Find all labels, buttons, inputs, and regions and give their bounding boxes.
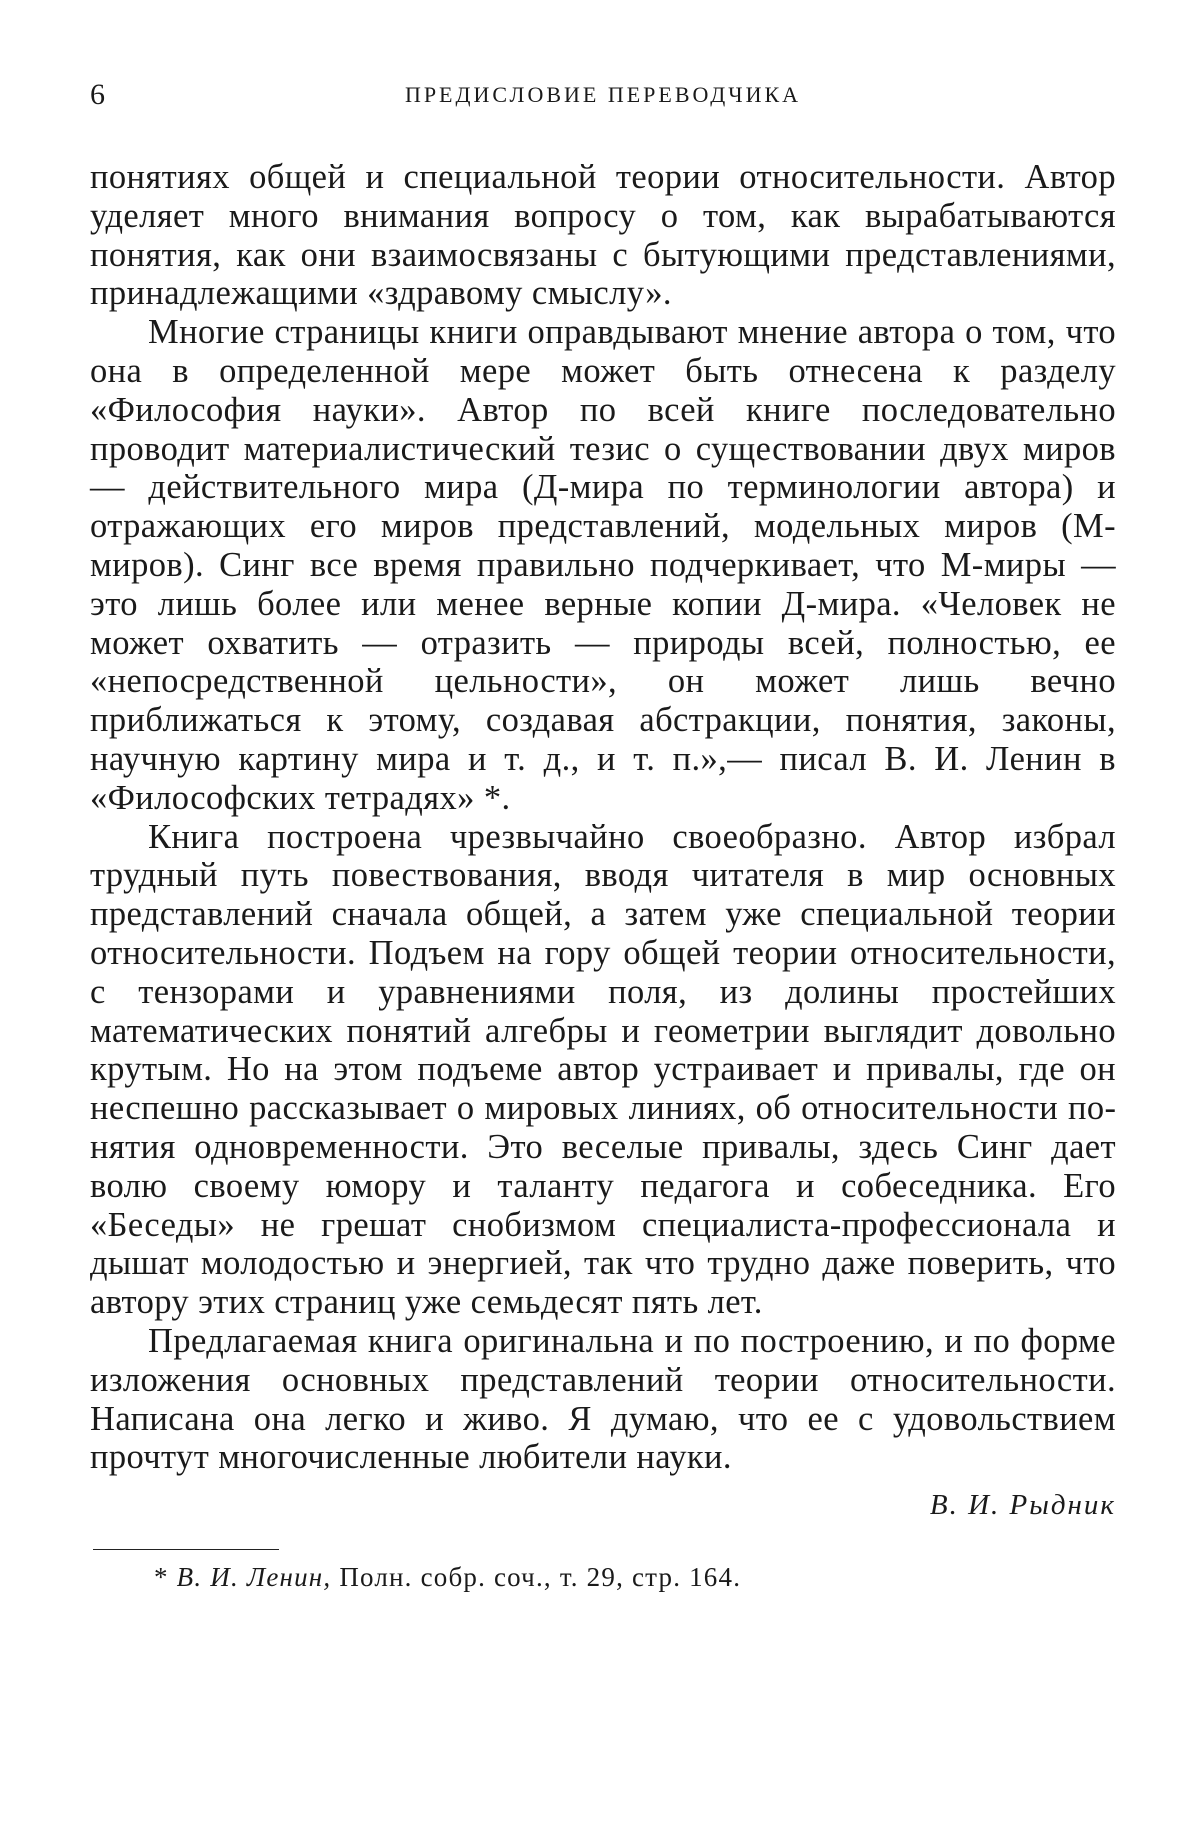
paragraph-1: понятиях общей и специальной теории относительности. Автор уделяет много внимания вопросу о том, как выраба­тываются понятия, как они взаимосвязаны с бытующими представлениями, принадлежащими «здравому смыслу».	[90, 158, 1116, 313]
footnote-author: В. И. Ленин,	[177, 1562, 332, 1592]
footnote-reference: Полн. собр. соч., т. 29, стр. 164.	[339, 1562, 741, 1592]
page-number: 6	[90, 78, 106, 112]
paragraph-2: Многие страницы книги оправдывают мнение автора о том, что она в определенной мере может быть отнесена к разделу «Философия науки». Автор по всей книге после­довательно проводит материалистический тезис о существо­вании двух миров — действительного мира (Д-мира по терминологии автора) и отражающих его миров представ­лений, модельных миров (М-миров). Синг все время пра­вильно подчеркивает, что М-миры — это лишь более или менее верные копии Д-мира. «Человек не может охватить — отразить — природы всей, полностью, ее «непосредственной цельности», он может лишь вечно приближаться к этому, создавая абстракции, понятия, законы, научную картину мира и т. д., и т. п.»,— писал В. И. Ленин в «Философских тетрадях» *.	[90, 313, 1116, 817]
signature: В. И. Рыдник	[90, 1487, 1116, 1523]
paragraph-4: Предлагаемая книга оригинальна и по построению, и по форме изложения основных представлений теории относительности. Написана она легко и живо. Я думаю, что ее с удовольствием прочтут многочисленные любители науки.	[90, 1322, 1116, 1477]
body-text	[90, 158, 1116, 1477]
footnote-rule	[93, 1549, 279, 1550]
paragraph-3: Книга построена чрезвычайно своеобразно. Автор из­брал трудный путь повествования, вводя читателя в мир основных представлений сначала общей, а затем уже специальной теории относительности. Подъем на гору общей теории относительности, с тензорами и уравнениями поля, из долины простейших математических понятий ал­гебры и геометрии выглядит довольно крутым. Но на этом подъеме автор устраивает и привалы, где он неспешно рассказывает о мировых линиях, об относительности по­нятия одновременности. Это веселые привалы, здесь Синг дает волю своему юмору и таланту педагога и собеседника. Его «Беседы» не грешат снобизмом специалиста-профессио­нала и дышат молодостью и энергией, так что трудно даже поверить, что автору этих страниц уже семьдесят пять лет.	[90, 818, 1116, 1322]
header-title: ПРЕДИСЛОВИЕ ПЕРЕВОДЧИКА	[90, 82, 1116, 108]
footnote-marker: *	[154, 1562, 169, 1592]
running-head	[90, 70, 1116, 120]
book-page	[90, 70, 1116, 1594]
footnote	[90, 1560, 1116, 1594]
